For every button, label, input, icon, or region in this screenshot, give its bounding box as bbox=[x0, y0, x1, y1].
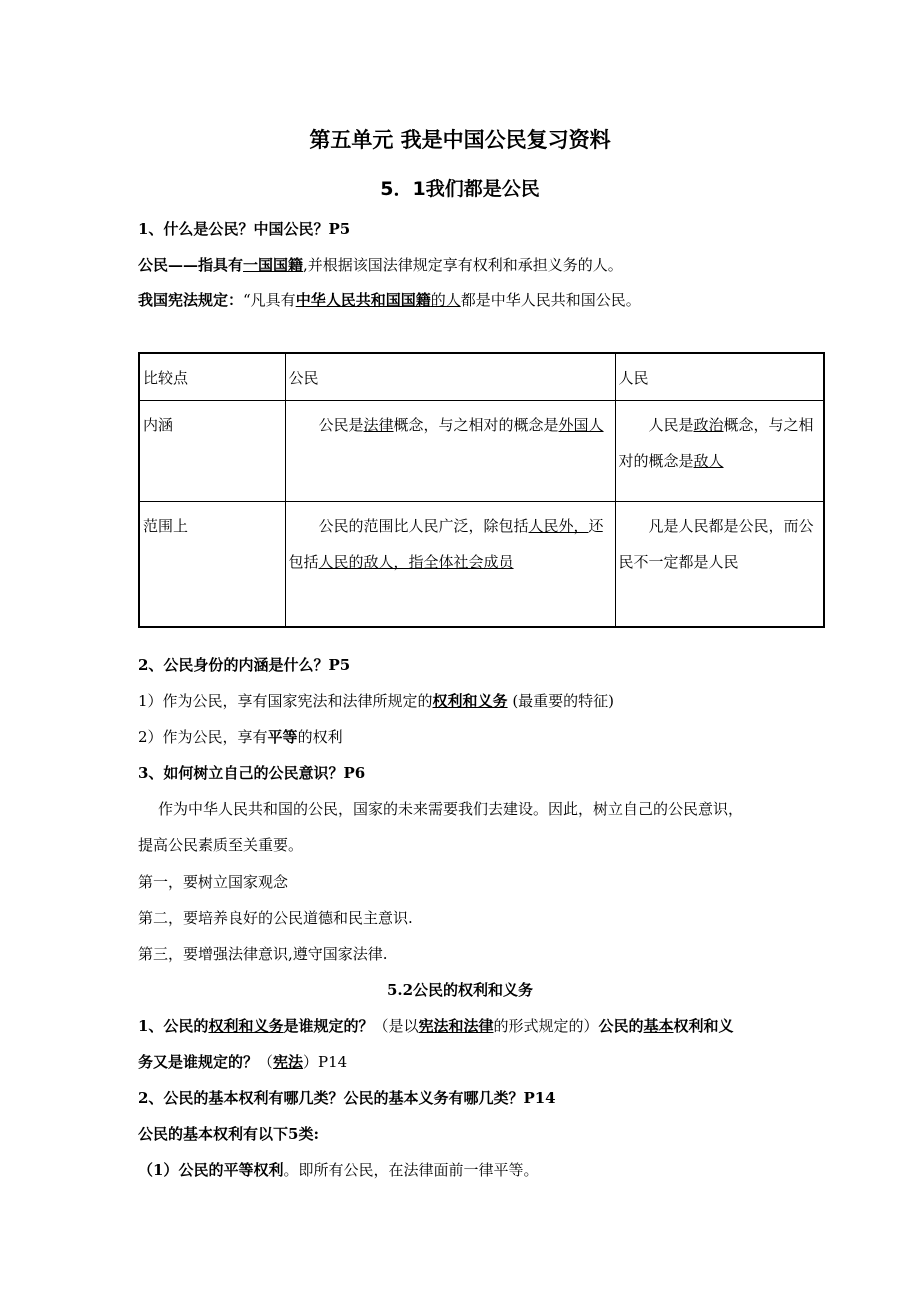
txt-key: 权利和义务 bbox=[208, 1017, 284, 1035]
txt-u: 人民的敌人，指全体社会成员 bbox=[318, 553, 514, 571]
def-lead: 公民——指具有 bbox=[138, 256, 244, 274]
txt-key: 宪法 bbox=[273, 1053, 304, 1071]
txt-key: 平等 bbox=[267, 728, 298, 746]
question-3: 3、如何树立自己的公民意识？P6 bbox=[138, 764, 366, 782]
txt: 2）作为公民，享有 bbox=[138, 728, 268, 746]
txt: 。即所有公民，在法律面前一律平等。 bbox=[283, 1161, 539, 1179]
txt: 1）作为公民，享有国家宪法和法律所规定的 bbox=[138, 692, 433, 710]
law-quote-start: “凡具有 bbox=[243, 291, 296, 309]
def-key: 一国国籍 bbox=[243, 256, 304, 274]
law-person: 的人 bbox=[430, 291, 461, 309]
txt: （ bbox=[258, 1053, 274, 1071]
document-title: 第五单元 我是中国公民复习资料 bbox=[309, 128, 611, 152]
s2-question-1-line-1 bbox=[138, 1015, 734, 1036]
txt: (最重要的特征) bbox=[507, 692, 615, 710]
txt: 的形式规定的） bbox=[493, 1017, 599, 1035]
q3-paragraph-line-2: 提高公民素质至关重要。 bbox=[138, 836, 304, 854]
txt: 概念，与之相对的概念是 bbox=[393, 416, 559, 434]
row-label-connotation: 内涵 bbox=[139, 401, 285, 502]
law-key: 中华人民共和国国籍 bbox=[295, 291, 431, 309]
txt: 还包括 bbox=[288, 517, 604, 571]
cell-citizen-scope bbox=[285, 502, 615, 628]
txt-key: 权利和义务 bbox=[432, 692, 508, 710]
txt: ）P14 bbox=[303, 1053, 348, 1071]
txt: 1、公民的 bbox=[138, 1017, 209, 1035]
comparison-table bbox=[138, 352, 825, 628]
txt-u: 敌人 bbox=[693, 452, 724, 470]
header-cell-people: 人民 bbox=[615, 353, 824, 401]
cell-citizen-connotation bbox=[285, 401, 615, 502]
txt: 公民是 bbox=[318, 416, 364, 434]
q2-line-1 bbox=[138, 690, 614, 711]
txt: 务又是谁规定的？ bbox=[138, 1053, 259, 1071]
txt-u: 外国人 bbox=[558, 416, 604, 434]
def-rest: ,并根据该国法律规定享有权利和承担义务的人。 bbox=[303, 256, 623, 274]
header-cell-citizen: 公民 bbox=[285, 353, 615, 401]
s2-question-1-line-2 bbox=[138, 1051, 347, 1072]
txt: 公民的 bbox=[598, 1017, 644, 1035]
q3-paragraph-line-1: 作为中华人民共和国的公民，国家的未来需要我们去建设。因此，树立自己的公民意识， bbox=[158, 800, 744, 818]
law-rest: 都是中华人民共和国公民。 bbox=[460, 291, 641, 309]
q3-item-1: 第一，要树立国家观念 bbox=[138, 873, 289, 891]
header-cell-compare: 比较点 bbox=[139, 353, 285, 401]
citizen-definition bbox=[138, 254, 623, 275]
txt-u: 法律 bbox=[363, 416, 394, 434]
s2-question-2: 2、公民的基本权利有哪几类？公民的基本义务有哪几类？P14 bbox=[138, 1089, 556, 1107]
txt-u: 政治 bbox=[693, 416, 724, 434]
section-heading-5-1: 5．1我们都是公民 bbox=[380, 178, 540, 200]
txt: 凡是人民都是公民，而公民不一定都是人民 bbox=[618, 517, 814, 571]
section-heading-5-2: 5.2公民的权利和义务 bbox=[386, 981, 534, 999]
question-1: 1、什么是公民？中国公民？P5 bbox=[138, 220, 351, 238]
law-lead: 我国宪法规定： bbox=[138, 291, 244, 309]
txt: 人民是 bbox=[648, 416, 694, 434]
table-header-row bbox=[139, 353, 824, 401]
txt-u: 人民外， bbox=[528, 517, 589, 535]
s2-right-1 bbox=[138, 1159, 538, 1180]
txt-key: 公民的平等权利 bbox=[178, 1161, 284, 1179]
question-2: 2、公民身份的内涵是什么？P5 bbox=[138, 656, 351, 674]
row-label-scope: 范围上 bbox=[139, 502, 285, 628]
txt: （是以 bbox=[373, 1017, 419, 1035]
q2-line-2 bbox=[138, 726, 343, 747]
txt: 的权利 bbox=[297, 728, 343, 746]
txt-key: 基本 bbox=[643, 1017, 674, 1035]
cell-people-connotation bbox=[615, 401, 824, 502]
q3-item-3: 第三，要增强法律意识,遵守国家法律. bbox=[138, 945, 388, 963]
txt: 是谁规定的？ bbox=[283, 1017, 374, 1035]
table-row-scope bbox=[139, 502, 824, 628]
constitution-rule bbox=[138, 289, 641, 310]
q3-item-2: 第二，要培养良好的公民道德和民主意识. bbox=[138, 909, 413, 927]
txt: 权利和义 bbox=[673, 1017, 734, 1035]
txt: 概念，与之相对的概念是 bbox=[618, 416, 814, 470]
cell-people-scope bbox=[615, 502, 824, 628]
s2-rights-intro: 公民的基本权利有以下5类: bbox=[138, 1125, 319, 1143]
table-row-connotation bbox=[139, 401, 824, 502]
txt: 公民的范围比人民广泛，除包括 bbox=[318, 517, 529, 535]
txt: （1） bbox=[138, 1161, 179, 1179]
txt-key: 宪法和法律 bbox=[418, 1017, 494, 1035]
